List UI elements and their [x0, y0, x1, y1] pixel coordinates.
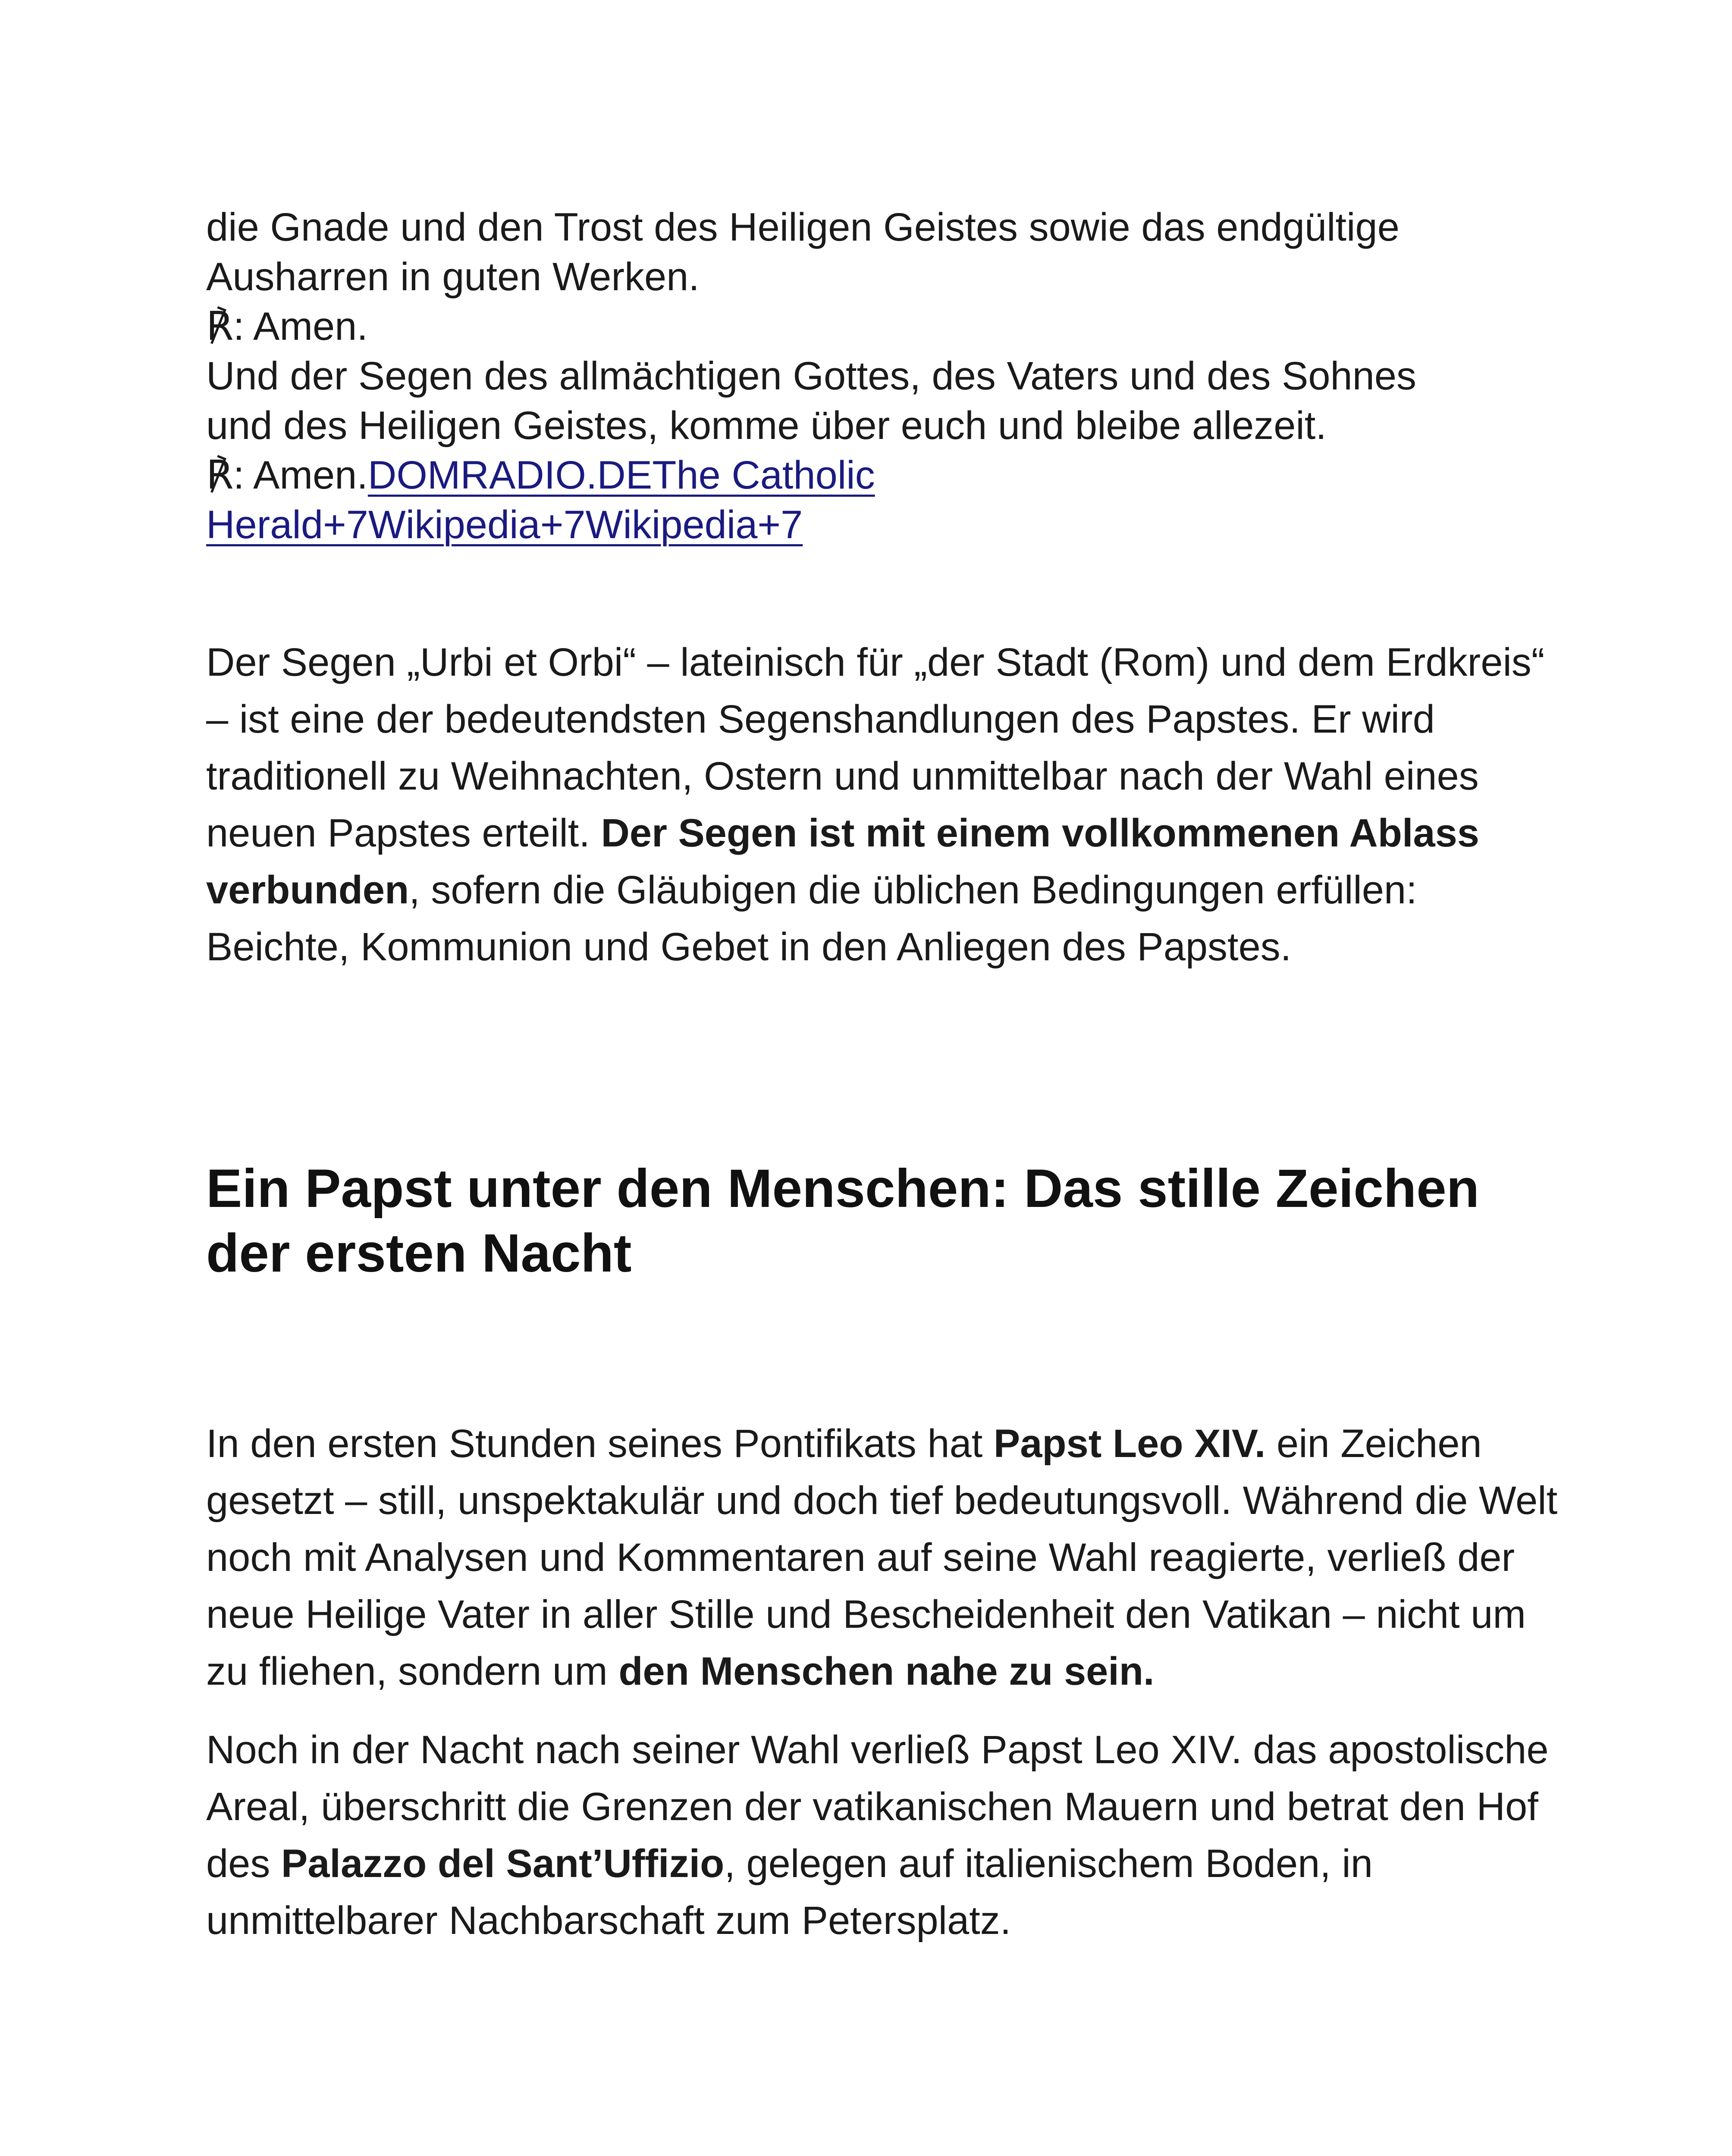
response-amen-with-sources: [206, 451, 1559, 550]
blessing-line: die Gnade und den Trost des Heiligen Geistes sowie das endgültige: [206, 205, 1399, 249]
blessing-line: und des Heiligen Geistes, komme über euch und bleibe allezeit.: [206, 404, 1327, 448]
bold-emphasis: Papst Leo XIV.: [993, 1422, 1266, 1466]
blessing-line: Und der Segen des allmächtigen Gottes, des Vaters und des Sohnes: [206, 354, 1417, 398]
liturgical-blessing-text: [206, 203, 1559, 550]
body-paragraph: In den ersten Stunden seines Pontifikats hat Papst Leo XIV. ein Zeichen gesetzt – still, unspektakulär und doch tief bedeutungsvoll. Während die Welt noch mit Analysen und Kommentaren auf seine Wahl reagierte, verließ der neue Heilige Vater in aller Stille und Bescheidenheit den Vatikan – nicht um zu fliehen, sondern um den Menschen nahe zu sein.: [206, 1422, 1558, 1693]
section-heading: Ein Papst unter den Menschen: Das stille Zeichen der ersten Nacht: [206, 1159, 1480, 1283]
bold-emphasis: Palazzo del Sant’Uffizio: [281, 1842, 725, 1886]
bold-emphasis: den Menschen nahe zu sein.: [618, 1649, 1155, 1693]
response-amen: ℟: Amen.: [206, 304, 368, 348]
response-amen: ℟: Amen.: [206, 453, 368, 497]
source-link[interactable]: DOMRADIO.DEThe Catholic: [367, 453, 875, 497]
body-paragraph: Noch in der Nacht nach seiner Wahl verließ Papst Leo XIV. das apostolische Areal, überschritt die Grenzen der vatikanischen Mauern und betrat den Hof des Palazzo del Sant’Uffizio, gelegen auf italienischem Boden, in unmittelbarer Nachbarschaft zum Petersplatz.: [206, 1728, 1549, 1943]
bold-emphasis: Der Segen ist mit einem vollkommenen Ablass verbunden: [206, 811, 1480, 912]
source-link[interactable]: Herald+7Wikipedia+7Wikipedia+7: [206, 503, 803, 547]
urbi-et-orbi-paragraph: Der Segen „Urbi et Orbi“ – lateinisch für „der Stadt (Rom) und dem Erdkreis“ – ist eine der bedeutendsten Segenshandlungen des Papstes. Er wird traditionell zu Weihnachten, Ostern und unmittelbar nach der Wahl eines neuen Papstes erteilt. Der Segen ist mit einem vollkommenen Ablass verbunden, sofern die Gläubigen die üblichen Bedingungen erfüllen: Beichte, Kommunion und Gebet in den Anliegen des Papstes.: [206, 640, 1545, 969]
blessing-line: Ausharren in guten Werken.: [206, 255, 700, 299]
